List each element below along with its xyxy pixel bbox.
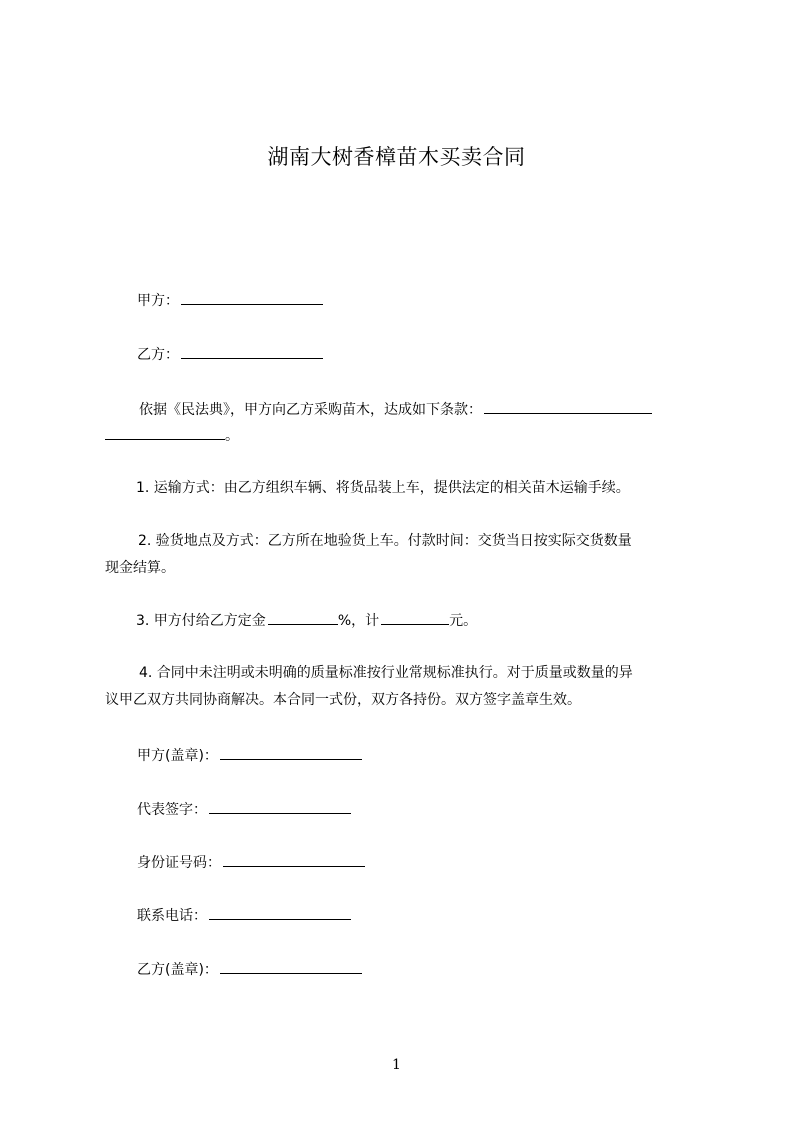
clause-2-line-2: 现金结算。 [105,560,175,576]
sign-party-a-label: 甲方(盖章)： [137,748,218,764]
party-a-label: 甲方： [137,293,179,309]
party-b-label: 乙方： [137,347,179,363]
party-b-blank[interactable] [181,344,323,359]
clause-3-prefix: 3. 甲方付给乙方定金 [136,613,266,629]
sign-party-b-blank[interactable] [220,959,362,974]
intro-blank-2[interactable] [105,425,225,440]
phone-blank[interactable] [209,905,351,920]
page-number: 1 [392,1057,401,1073]
deposit-amount-blank[interactable] [381,610,449,625]
phone-label: 联系电话： [137,908,207,924]
party-a-blank[interactable] [181,290,323,305]
sign-party-b-line [137,959,362,980]
clause-1: 1. 运输方式：由乙方组织车辆、将货品装上车，提供法定的相关苗木运输手续。 [136,480,630,496]
representative-blank[interactable] [209,799,351,814]
party-a-line [137,290,323,311]
sign-party-a-line [137,745,362,766]
intro-end: 。 [225,428,239,444]
representative-line [137,799,351,820]
id-number-line [137,852,365,873]
deposit-percent-blank[interactable] [268,610,338,625]
id-number-label: 身份证号码： [137,855,221,871]
clause-3-mid: %，计 [337,613,380,629]
clause-4-line-2: 议甲乙双方共同协商解决。本合同一式份，双方各持份。双方签字盖章生效。 [105,692,581,708]
intro-blank-1[interactable] [484,399,652,414]
document-title: 湖南大树香樟苗木买卖合同 [267,145,526,169]
intro-line-2 [105,425,239,446]
clause-2-line-1: 2. 验货地点及方式：乙方所在地验货上车。付款时间：交货当日按实际交货数量 [138,533,632,549]
party-b-line [137,344,323,365]
id-number-blank[interactable] [223,852,365,867]
representative-label: 代表签字： [137,802,207,818]
clause-3-suffix: 元。 [449,613,478,629]
phone-line [137,905,351,926]
intro-text: 依据《民法典》，甲方向乙方采购苗木，达成如下条款： [139,402,482,418]
clause-4-line-1: 4. 合同中未注明或未明确的质量标准按行业常规标准执行。对于质量或数量的异 [139,665,633,681]
clause-3 [136,610,477,631]
intro-line-1 [139,399,652,420]
sign-party-b-label: 乙方(盖章)： [137,962,218,978]
sign-party-a-blank[interactable] [220,745,362,760]
